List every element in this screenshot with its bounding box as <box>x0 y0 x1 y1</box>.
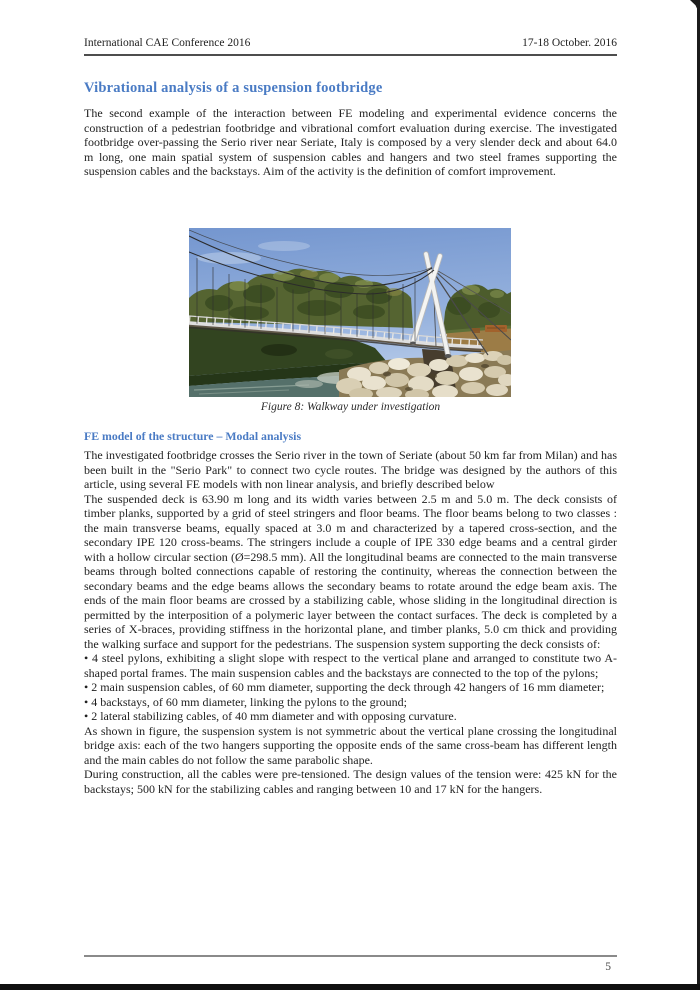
bullet-item: • 4 steel pylons, exhibiting a slight slope with respect to the vertical plane and arranged to constitute two A-shaped portal frames. The main suspension cables and the backstays are connected to the top of the pylons; <box>84 651 617 680</box>
section-paragraph: During construction, all the cables were pre-tensioned. The design values of the tension were: 425 kN for the backstays; 500 kN for the stabilizing cables and ranging between 10 and 17 kN for the hangers. <box>84 767 617 796</box>
article-title: Vibrational analysis of a suspension footbridge <box>84 80 383 96</box>
section-paragraph: As shown in figure, the suspension system is not symmetric about the vertical plane crossing the longitudinal bridge axis: each of the two hangers supporting the opposite ends of the same cross-beam has different length and the main cables do not follow the same parabolic shape. <box>84 723 617 767</box>
footer-rule <box>84 955 617 957</box>
photo-cloud <box>258 241 310 251</box>
bullet-item: • 4 backstays, of 60 mm diameter, linking the pylons to the ground; <box>84 694 408 709</box>
page-number: 5 <box>605 961 611 973</box>
footbridge-photo <box>189 228 511 397</box>
figure-caption: Figure 8: Walkway under investigation <box>260 401 441 413</box>
header-conference-title: International CAE Conference 2016 <box>84 37 251 49</box>
intro-paragraph: The second example of the interaction between FE modeling and experimental evidence concerns the construction of a pedestrian footbridge and vibrational comfort evaluation during exercise. The investigated footbridge over-passing the Serio river near Seriate, Italy is composed by a very slender deck and about 64.0 m long, one main spatial system of suspension cables and hangers and two steel frames supporting the suspension cables and the backstays. Aim of the activity is the definition of comfort improvement. <box>84 106 617 178</box>
bullet-item: • 2 main suspension cables, of 60 mm diameter, supporting the deck through 42 hangers of 16 mm diameter; <box>84 680 605 694</box>
header-date: 17-18 October. 2016 <box>522 37 617 49</box>
section-heading: FE model of the structure – Modal analysis <box>84 429 302 443</box>
figure-image <box>189 228 511 397</box>
bullet-item: • 2 lateral stabilizing cables, of 40 mm diameter and with opposing curvature. <box>84 709 457 723</box>
page-header <box>84 37 617 56</box>
scan-edge-bottom <box>0 984 700 990</box>
section-paragraph: The suspended deck is 63.90 m long and its width varies between 2.5 m and 5.0 m. The deck consists of timber planks, supported by a grid of steel stringers and floor beams. The floor beams belong to two classes : the main transverse beams, equally spaced at 3.0 m and characterized by a tapered cross-section, and the secondary IPE 120 cross-beams. The stringers include a couple of IPE 330 edge beams and a central girder with a hollow circular section (Ø=298.5 mm). All the longitudinal beams are connected to the main transverse beams through bolted connections capable of restoring the continuity, whereas the connection between the secondary beams and the edge beams allows the secondary beams to rotate around the edge beam axis. The ends of the main floor beams are crossed by a stabilizing cable, whose sliding in the longitudinal direction is permitted by the interposition of a polymeric layer between the contact surfaces. The deck is completed by a series of X-braces, providing stiffness in the horizontal plane, and timber planks, 5.0 cm thick and providing the walking surface and support for the pedestrians. The suspension system supporting the deck consists of: <box>84 491 617 651</box>
section-body <box>84 448 617 796</box>
section-paragraph: The investigated footbridge crosses the Serio river in the town of Seriate (about 50 km far from Milan) and has been built in the "Serio Park" to connect two cycle routes. The bridge was designed by the authors of this article, using several FE models with non linear analysis, and briefly described below <box>84 448 617 491</box>
